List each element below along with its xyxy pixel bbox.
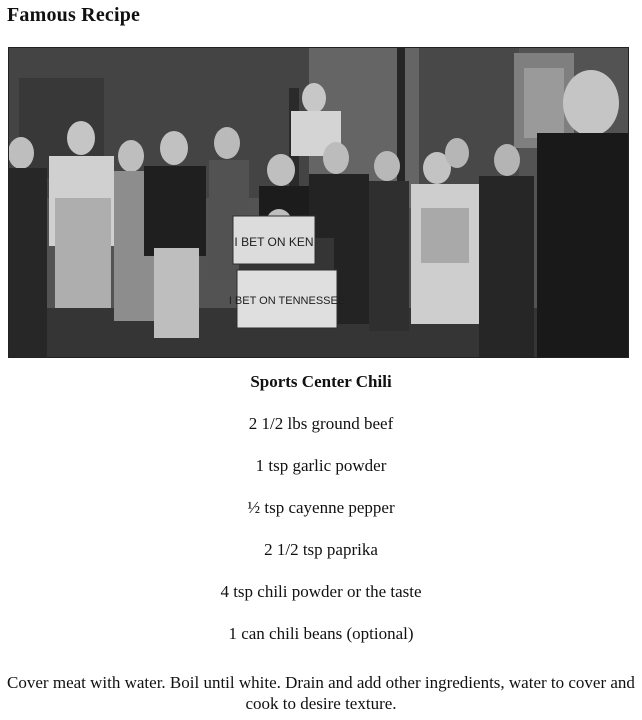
recipe: [0, 372, 642, 644]
ingredient-item: 4 tsp chili powder or the taste: [220, 582, 422, 601]
svg-text:I BET ON KEN: I BET ON KEN: [234, 235, 314, 249]
recipe-title: Sports Center Chili: [250, 372, 392, 391]
ingredient-item: 1 can chili beans (optional): [228, 624, 414, 643]
ingredient-item: 1 tsp garlic powder: [255, 456, 387, 475]
ingredient-item: 2 1/2 tsp paprika: [264, 540, 378, 559]
ingredient-item: 2 1/2 lbs ground beef: [248, 414, 394, 433]
ingredient-item: ½ tsp cayenne pepper: [247, 498, 395, 517]
ingredient-list: [0, 414, 642, 644]
page-title: Famous Recipe: [7, 4, 141, 26]
group-photo: [8, 47, 629, 358]
recipe-instructions: Cover meat with water. Boil until white. Drain and add other ingredients, water to cover and cook to desire texture.: [7, 673, 635, 713]
svg-text:I BET ON TENNESSEE: I BET ON TENNESSEE: [228, 295, 346, 307]
